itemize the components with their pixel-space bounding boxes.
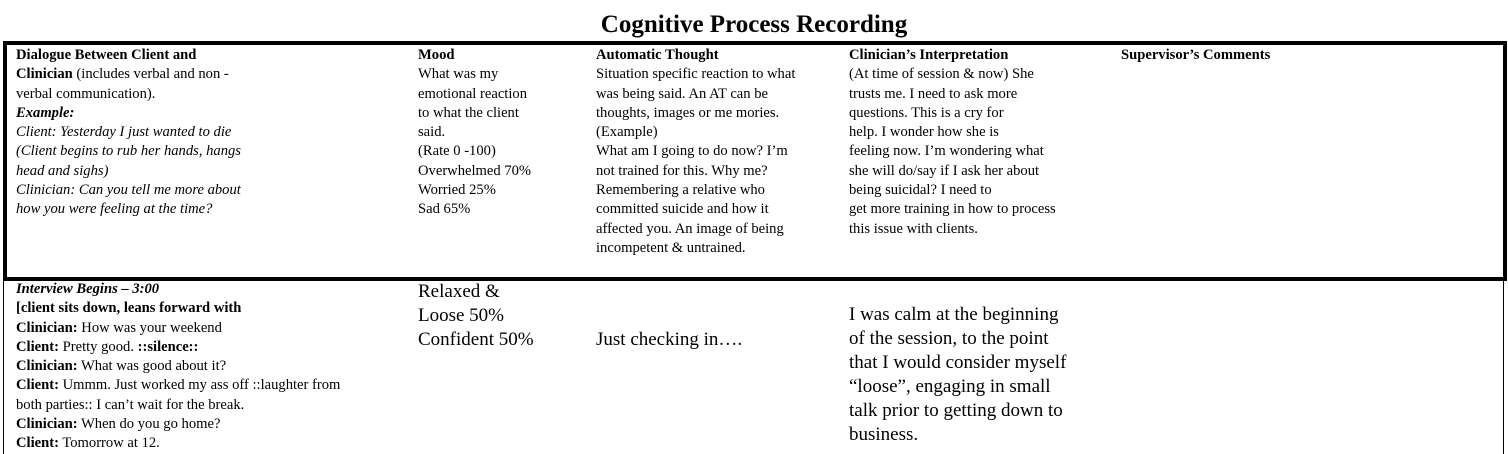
interview-thought-cell	[596, 328, 742, 352]
dialogue-line	[16, 415, 340, 434]
speaker-label: Clinician:	[16, 319, 78, 336]
dialogue-text: both parties:: I can’t wait for the break.	[16, 396, 245, 413]
interview-heading: Interview Begins – 3:00	[16, 281, 160, 297]
interpretation-line: being suicidal? I need to	[849, 182, 992, 199]
interview-mood-line: Loose 50%	[418, 305, 505, 326]
interview-stage-direction: [client sits down, leans forward with	[16, 300, 242, 317]
interview-mood-line: Confident 50%	[418, 329, 534, 350]
interpretation-line: (At time of session & now) She	[849, 66, 1034, 83]
dialogue-line	[16, 434, 340, 453]
dialogue-example-label: Example:	[16, 104, 75, 121]
automatic-thought-line: Remembering a relative who	[596, 182, 765, 199]
interpretation-line: help. I wonder how she is	[849, 124, 999, 141]
table-border-left	[3, 277, 4, 454]
dialogue-example-line: Clinician: Can you tell me more about	[16, 182, 241, 199]
speaker-label: Client:	[16, 338, 59, 355]
dialogue-header-cell	[16, 46, 241, 220]
dialogue-heading: Dialogue Between Client and	[16, 47, 197, 63]
interview-interpretation-line: of the session, to the point	[849, 328, 1049, 349]
speaker-label: Clinician:	[16, 416, 78, 433]
speaker-label: Client:	[16, 435, 59, 452]
table-border-right	[1503, 277, 1504, 454]
mood-header-cell	[418, 46, 531, 220]
automatic-thought-line: thoughts, images or me mories.	[596, 104, 780, 121]
dialogue-desc1: (includes verbal and non -	[72, 66, 229, 83]
automatic-thought-line: What am I going to do now? I’m	[596, 143, 788, 160]
dialogue-text: Pretty good.	[58, 338, 138, 355]
mood-heading: Mood	[418, 47, 455, 63]
dialogue-heading-line2	[16, 65, 241, 84]
interview-thought-text: Just checking in….	[596, 329, 743, 350]
automatic-thought-line: Situation specific reaction to what	[596, 66, 796, 83]
interpretation-header-cell	[849, 46, 1056, 239]
interview-mood-line: Relaxed &	[418, 281, 500, 302]
dialogue-line	[16, 376, 340, 395]
interview-interpretation-line: “loose”, engaging in small	[849, 376, 1051, 397]
dialogue-silence-cue: ::silence::	[137, 338, 199, 355]
interview-interpretation-cell	[849, 303, 1066, 447]
automatic-thought-line: affected you. An image of being	[596, 220, 784, 237]
interpretation-line: feeling now. I’m wondering what	[849, 143, 1044, 160]
dialogue-line	[16, 338, 340, 357]
automatic-thought-line: (Example)	[596, 124, 658, 141]
interpretation-line: get more training in how to process	[849, 201, 1056, 218]
automatic-thought-line: was being said. An AT can be	[596, 85, 768, 102]
interview-mood-cell	[418, 280, 534, 352]
interview-interpretation-line: talk prior to getting down to	[849, 400, 1063, 421]
interview-interpretation-line: that I would consider myself	[849, 352, 1067, 373]
mood-line: emotional reaction	[418, 85, 528, 102]
mood-line: (Rate 0 -100)	[418, 143, 496, 160]
dialogue-example-line: head and sighs)	[16, 162, 109, 179]
supervisor-header-cell	[1121, 46, 1270, 65]
dialogue-line	[16, 357, 340, 376]
dialogue-text: Ummm. Just worked my ass off ::laughter from	[58, 377, 341, 394]
dialogue-line	[16, 319, 340, 338]
dialogue-example-line: (Client begins to rub her hands, hangs	[16, 143, 241, 160]
automatic-thought-line: committed suicide and how it	[596, 201, 769, 218]
interpretation-line: questions. This is a cry for	[849, 104, 1004, 121]
mood-line: Overwhelmed 70%	[418, 162, 532, 179]
dialogue-example-line: how you were feeling at the time?	[16, 201, 213, 218]
dialogue-text: How was your weekend	[77, 319, 222, 336]
dialogue-text: Tomorrow at 12.	[58, 435, 160, 452]
dialogue-desc2: verbal communication).	[16, 85, 156, 102]
automatic-thought-header-cell	[596, 46, 795, 258]
mood-line: said.	[418, 124, 446, 141]
speaker-label: Clinician:	[16, 358, 78, 375]
interpretation-line: trusts me. I need to ask more	[849, 85, 1018, 102]
speaker-label: Client:	[16, 377, 59, 394]
interview-interpretation-line: business.	[849, 424, 919, 445]
dialogue-line	[16, 396, 340, 415]
automatic-thought-line: not trained for this. Why me?	[596, 162, 768, 179]
mood-line: Sad 65%	[418, 201, 471, 218]
interview-interpretation-line: I was calm at the beginning	[849, 304, 1059, 325]
interview-dialogue-cell	[16, 280, 340, 454]
dialogue-text: What was good about it?	[77, 358, 227, 375]
interpretation-line: she will do/say if I ask her about	[849, 162, 1040, 179]
dialogue-heading-clinician: Clinician	[16, 66, 73, 83]
automatic-thought-heading: Automatic Thought	[596, 47, 719, 63]
dialogue-text: When do you go home?	[77, 416, 221, 433]
mood-line: to what the client	[418, 104, 519, 121]
mood-line: What was my	[418, 66, 499, 83]
supervisor-heading: Supervisor’s Comments	[1121, 47, 1271, 63]
interpretation-heading: Clinician’s Interpretation	[849, 47, 1009, 63]
mood-line: Worried 25%	[418, 182, 496, 199]
automatic-thought-line: incompetent & untrained.	[596, 239, 746, 256]
interpretation-line: this issue with clients.	[849, 220, 978, 237]
dialogue-example-line: Client: Yesterday I just wanted to die	[16, 124, 232, 141]
document-title: Cognitive Process Recording	[600, 11, 908, 38]
